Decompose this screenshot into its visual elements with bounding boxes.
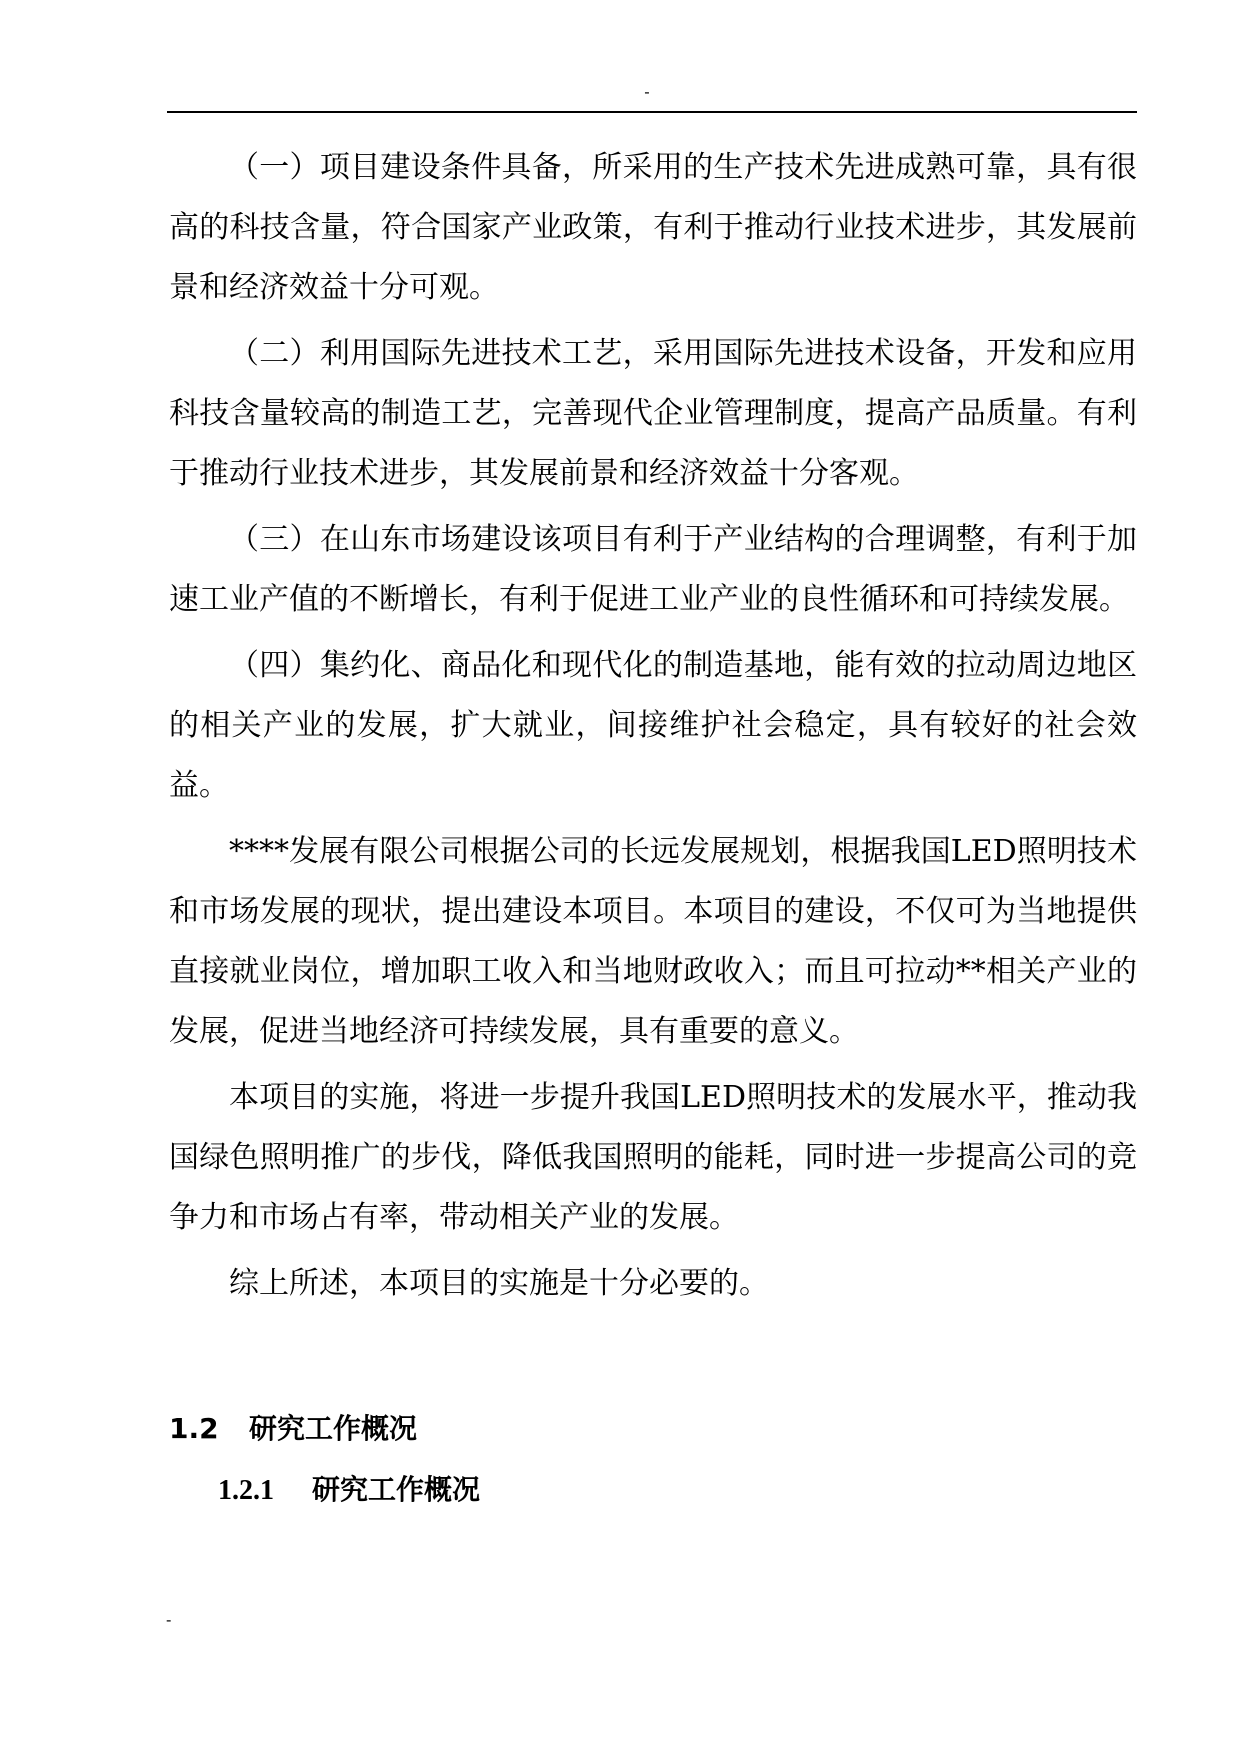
- header-rule: [167, 111, 1137, 113]
- paragraph-4: （四）集约化、商品化和现代化的制造基地，能有效的拉动周边地区的相关产业的发展，扩大就业，间接维护社会稳定，具有较好的社会效益。: [169, 648, 1137, 803]
- section-title: 研究工作概况: [249, 1412, 418, 1445]
- paragraph-6: 本项目的实施，将进一步提升我国LED照明技术的发展水平，推动我国绿色照明推广的步伐，降低我国照明的能耗，同时进一步提高公司的竞争力和市场占有率，带动相关产业的发展。: [169, 1080, 1137, 1235]
- paragraph-3: （三）在山东市场建设该项目有利于产业结构的合理调整，有利于加速工业产值的不断增长，有利于促进工业产业的良性循环和可持续发展。: [169, 522, 1137, 617]
- subsection-number: 1.2.1: [218, 1475, 274, 1506]
- paragraph-7: 综上所述，本项目的实施是十分必要的。: [229, 1266, 769, 1301]
- subsection-title: 研究工作概况: [312, 1473, 481, 1506]
- header-mark: -: [644, 82, 650, 101]
- subsection-heading: [218, 1466, 480, 1515]
- paragraph-2: （二）利用国际先进技术工艺，采用国际先进技术设备，开发和应用科技含量较高的制造工艺，完善现代企业管理制度，提高产品质量。有利于推动行业技术进步，其发展前景和经济效益十分客观。: [169, 336, 1137, 491]
- section-heading: [169, 1405, 417, 1453]
- footer-mark: -: [166, 1610, 172, 1629]
- body-text: [169, 138, 1137, 1320]
- paragraph-1: （一）项目建设条件具备，所采用的生产技术先进成熟可靠，具有很高的科技含量，符合国家产业政策，有利于推动行业技术进步，其发展前景和经济效益十分可观。: [169, 150, 1137, 305]
- paragraph-5: ****发展有限公司根据公司的长远发展规划，根据我国LED照明技术和市场发展的现状，提出建设本项目。本项目的建设，不仅可为当地提供直接就业岗位，增加职工收入和当地财政收入；而且可拉动**相关产业的发展，促进当地经济可持续发展，具有重要的意义。: [169, 834, 1137, 1049]
- section-number: 1.2: [169, 1412, 219, 1445]
